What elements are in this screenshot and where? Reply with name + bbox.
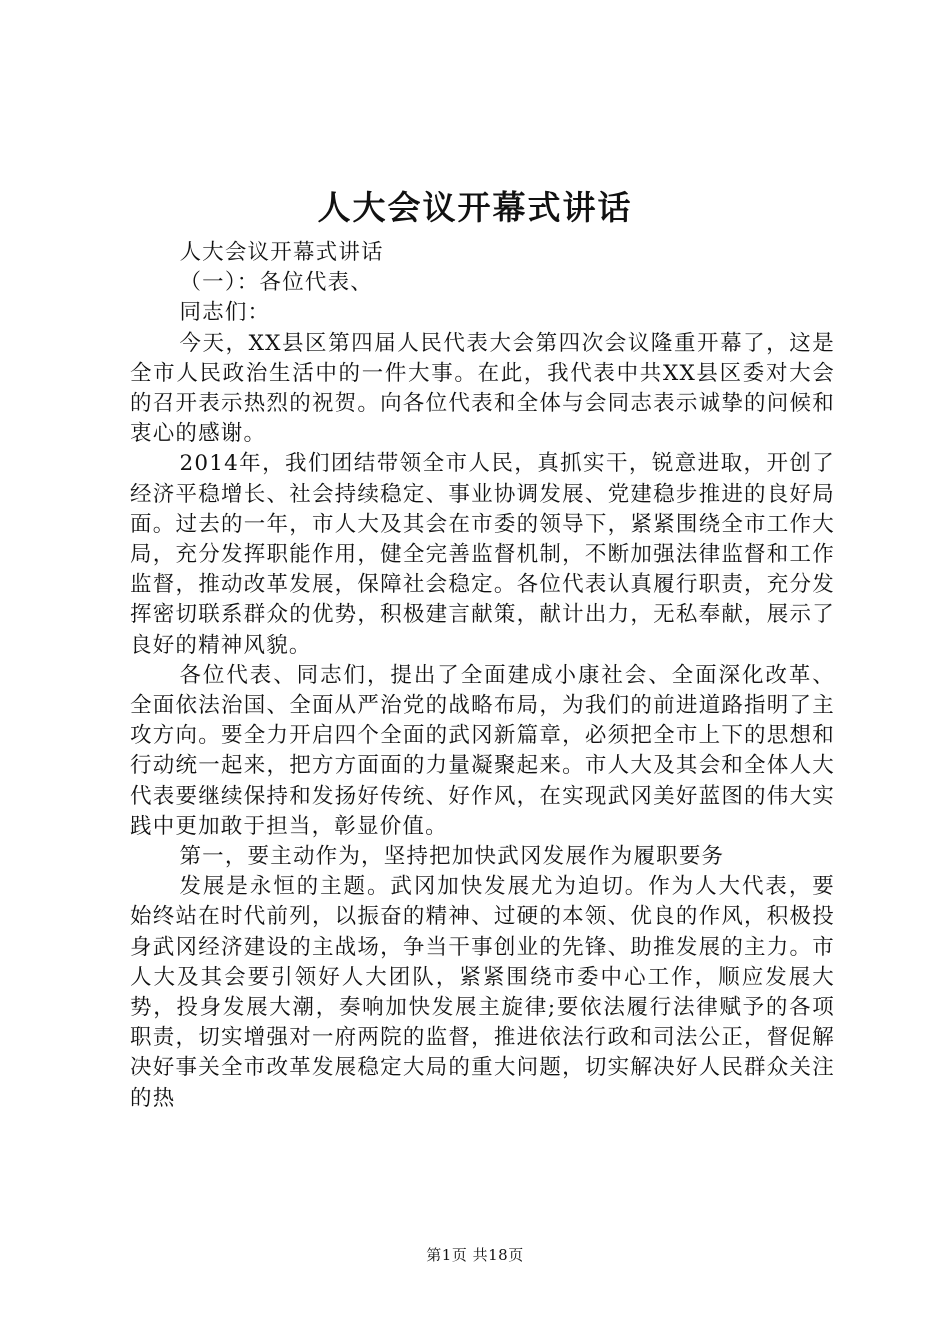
paragraph-opening: 今天，XX县区第四届人民代表大会第四次会议隆重开幕了，这是全市人民政治生活中的一件大事。在此，我代表中共XX县区委对大会的召开表示热烈的祝贺。向各位代表和全体与会同志表示诚挚的问候和衷心的感谢。 [130,330,835,447]
paragraph-salutation-2: 同志们： [179,300,271,326]
paragraph-review-2014: 2014年，我们团结带领全市人民，真抓实干，锐意进取，开创了经济平稳增长、社会持续稳定、事业协调发展、党建稳步推进的良好局面。过去的一年，市人大及其会在市委的领导下，紧紧围绕全市工作大局，充分发挥职能作用，健全完善监督机制，不断加强法律监督和工作监督，推动改革发展，保障社会稳定。各位代表认真履行职责，充分发挥密切联系群众的优势，积极建言献策，献计出力，无私奉献，展示了良好的精神风貌。 [130,451,835,658]
page-number-footer: 第1页 共18页 [426,1246,524,1264]
paragraph-salutation-1: （一）：各位代表、 [179,270,373,296]
paragraph-development: 发展是永恒的主题。武冈加快发展尤为迫切。作为人大代表，要始终站在时代前列，以振奋的精神、过硬的本领、优良的作风，积极投身武冈经济建设的主战场，争当干事创业的先锋、助推发展的主力。市人大及其会要引领好人大团队，紧紧围绕市委中心工作，顺应发展大势，投身发展大潮，奏响加快发展主旋律;要依法履行法律赋予的各项职责，切实增强对一府两院的监督，推进依法行政和司法公正，督促解决好事关全市改革发展稳定大局的重大问题，切实解决好人民群众关注的热 [130,874,835,1111]
paragraph-heading-first: 第一，要主动作为，坚持把加快武冈发展作为履职要务 [179,844,725,870]
paragraph-strategy: 各位代表、同志们，提出了全面建成小康社会、全面深化改革、全面依法治国、全面从严治党的战略布局，为我们的前进道路指明了主攻方向。要全力开启四个全面的武冈新篇章，必须把全市上下的思想和行动统一起来，把方方面面的力量凝聚起来。市人大及其会和全体人大代表要继续保持和发扬好传统、好作风，在实现武冈美好蓝图的伟大实践中更加敢于担当，彰显价值。 [130,662,835,839]
document-title: 人大会议开幕式讲话 [317,188,633,227]
document-body [130,238,835,1114]
paragraph-subtitle: 人大会议开幕式讲话 [179,240,384,265]
